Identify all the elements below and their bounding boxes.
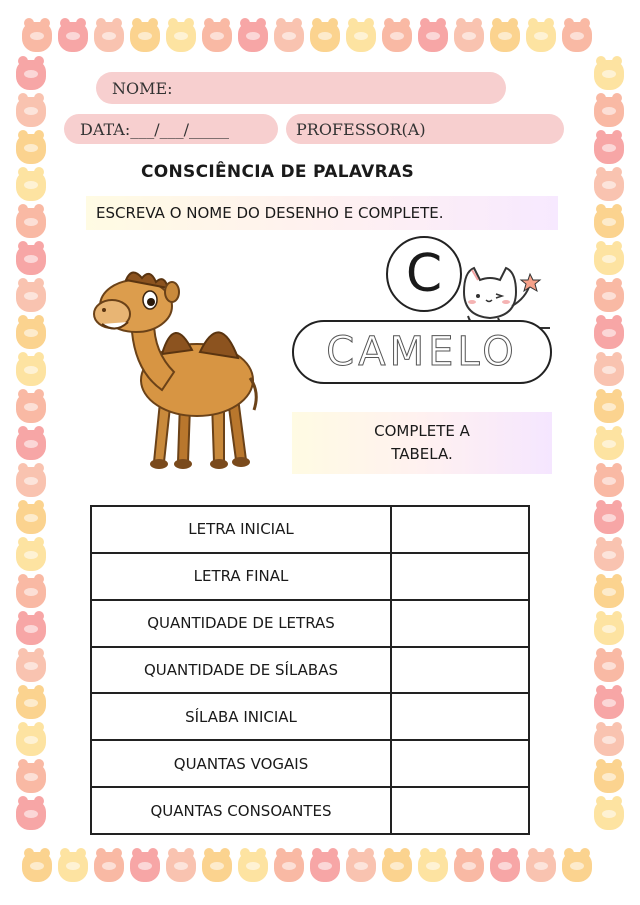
word-tracing-box[interactable]	[292, 320, 552, 384]
table-row	[91, 787, 529, 834]
gummy-bear-icon	[16, 541, 46, 571]
complete-prompt-box	[292, 412, 552, 474]
gummy-bear-icon	[490, 852, 520, 882]
gummy-bear-icon	[202, 852, 232, 882]
table-row	[91, 647, 529, 694]
gummy-bear-icon	[58, 852, 88, 882]
gummy-bear-icon	[310, 22, 340, 52]
teacher-label: PROFESSOR(A)	[296, 119, 426, 139]
gummy-bear-icon	[594, 393, 624, 423]
page-title: CONSCIÊNCIA DE PALAVRAS	[141, 162, 414, 182]
gummy-bear-icon	[274, 852, 304, 882]
initial-letter: C	[405, 244, 443, 304]
answer-cell[interactable]	[391, 553, 529, 600]
table-row	[91, 740, 529, 787]
gummy-bear-icon	[16, 578, 46, 608]
row-label: QUANTAS VOGAIS	[91, 740, 391, 787]
gummy-bear-icon	[238, 22, 268, 52]
answer-cell[interactable]	[391, 647, 529, 694]
row-label: QUANTIDADE DE SÍLABAS	[91, 647, 391, 694]
date-field[interactable]	[64, 114, 278, 144]
gummy-bear-icon	[418, 22, 448, 52]
answer-cell[interactable]	[391, 600, 529, 647]
gummy-bear-icon	[594, 282, 624, 312]
gummy-bear-icon	[418, 852, 448, 882]
gummy-bear-icon	[594, 319, 624, 349]
table-row	[91, 506, 529, 553]
gummy-bear-icon	[594, 208, 624, 238]
gummy-bear-icon	[16, 245, 46, 275]
gummy-bear-icon	[594, 726, 624, 756]
table-row	[91, 693, 529, 740]
gummy-bear-icon	[130, 852, 160, 882]
gummy-bear-icon	[94, 22, 124, 52]
gummy-bear-icon	[454, 852, 484, 882]
row-label: SÍLABA INICIAL	[91, 693, 391, 740]
teacher-field[interactable]	[286, 114, 564, 144]
gummy-bear-icon	[16, 504, 46, 534]
gummy-bear-icon	[16, 467, 46, 497]
gummy-bear-icon	[594, 652, 624, 682]
gummy-bear-icon	[562, 852, 592, 882]
row-label: LETRA INICIAL	[91, 506, 391, 553]
gummy-bear-icon	[594, 245, 624, 275]
gummy-bear-icon	[594, 578, 624, 608]
gummy-bear-icon	[594, 467, 624, 497]
gummy-bear-icon	[58, 22, 88, 52]
gummy-bear-icon	[594, 430, 624, 460]
gummy-bear-icon	[166, 22, 196, 52]
gummy-bear-icon	[22, 22, 52, 52]
gummy-bear-icon	[490, 22, 520, 52]
gummy-bear-icon	[454, 22, 484, 52]
camel-illustration	[92, 262, 262, 477]
gummy-bear-icon	[130, 22, 160, 52]
gummy-bear-icon	[526, 22, 556, 52]
gummy-bear-icon	[16, 282, 46, 312]
gummy-bear-icon	[94, 852, 124, 882]
gummy-bear-icon	[274, 22, 304, 52]
gummy-bear-icon	[16, 689, 46, 719]
gummy-bear-icon	[594, 97, 624, 127]
gummy-bear-icon	[238, 852, 268, 882]
gummy-bear-icon	[594, 171, 624, 201]
complete-prompt-text: COMPLETE A TABELA.	[374, 422, 470, 463]
answer-cell[interactable]	[391, 506, 529, 553]
answer-cell[interactable]	[391, 693, 529, 740]
gummy-bear-icon	[594, 689, 624, 719]
row-label: QUANTIDADE DE LETRAS	[91, 600, 391, 647]
table-row	[91, 553, 529, 600]
gummy-bear-icon	[526, 852, 556, 882]
row-label: QUANTAS CONSOANTES	[91, 787, 391, 834]
name-field[interactable]	[96, 72, 506, 104]
gummy-bear-icon	[16, 60, 46, 90]
gummy-bear-icon	[16, 356, 46, 386]
gummy-bear-icon	[16, 393, 46, 423]
gummy-bear-icon	[594, 60, 624, 90]
gummy-bear-icon	[594, 541, 624, 571]
gummy-bear-icon	[202, 22, 232, 52]
gummy-bear-icon	[382, 22, 412, 52]
gummy-bear-icon	[594, 356, 624, 386]
gummy-bear-icon	[16, 726, 46, 756]
instruction-text: ESCREVA O NOME DO DESENHO E COMPLETE.	[96, 204, 444, 222]
instruction-banner	[86, 196, 558, 230]
gummy-bear-icon	[16, 97, 46, 127]
table-row	[91, 600, 529, 647]
gummy-bear-icon	[346, 22, 376, 52]
gummy-bear-icon	[310, 852, 340, 882]
gummy-bear-icon	[594, 504, 624, 534]
gummy-bear-icon	[594, 615, 624, 645]
answer-cell[interactable]	[391, 787, 529, 834]
word-analysis-table	[90, 505, 530, 835]
gummy-bear-icon	[16, 208, 46, 238]
answer-cell[interactable]	[391, 740, 529, 787]
gummy-bear-icon	[16, 800, 46, 830]
gummy-bear-icon	[562, 22, 592, 52]
name-label: NOME:	[112, 78, 173, 98]
gummy-bear-icon	[594, 763, 624, 793]
gummy-bear-icon	[16, 134, 46, 164]
gummy-bear-icon	[16, 763, 46, 793]
gummy-bear-icon	[346, 852, 376, 882]
gummy-bear-icon	[16, 652, 46, 682]
traced-word: CAMELO	[326, 329, 518, 375]
date-label: DATA:___/___/_____	[80, 119, 230, 139]
row-label: LETRA FINAL	[91, 553, 391, 600]
gummy-bear-icon	[382, 852, 412, 882]
gummy-bear-icon	[594, 800, 624, 830]
initial-letter-circle	[386, 236, 462, 312]
gummy-bear-icon	[22, 852, 52, 882]
gummy-bear-icon	[166, 852, 196, 882]
gummy-bear-icon	[594, 134, 624, 164]
gummy-bear-icon	[16, 319, 46, 349]
gummy-bear-icon	[16, 430, 46, 460]
gummy-bear-icon	[16, 615, 46, 645]
